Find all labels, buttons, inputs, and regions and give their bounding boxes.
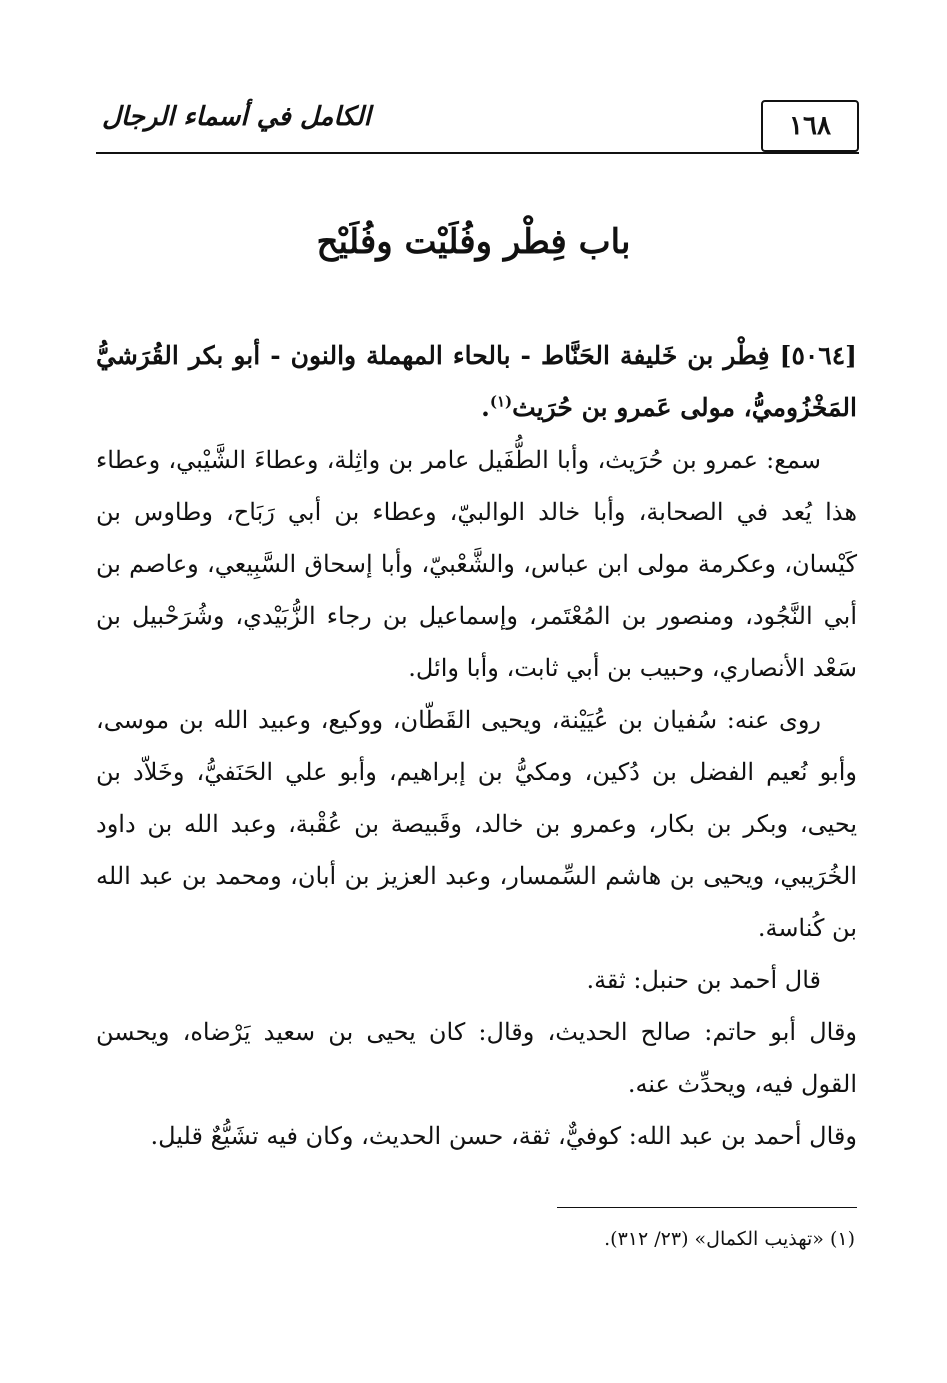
entry-heading-text: [٥٠٦٤] فِطْر بن خَليفة الحَنَّاط - بالحاء المهملة والنون - أبو بكر القُرَشيُّ المَخْزُوميُّ، مولى عَمرو بن حُرَيث [96, 341, 857, 422]
paragraph-narrators: روى عنه: سُفيان بن عُيَيْنة، ويحيى القَطّان، ووكيع، وعبيد الله بن موسى، وأبو نُعيم الفضل بن دُكين، ومكيُّ بن إبراهيم، وأبو علي الحَنَفيُّ، وخَلاّد بن يحيى، وبكر بن بكار، وعمرو بن خالد، وقَبيصة بن عُقْبة، وعبد الله بن داود الخُرَيبي، ويحيى بن هاشم السِّمسار، وعبد العزيز بن أبان، ومحمد بن عبد الله بن كُناسة. [96, 706, 858, 942]
entry-heading-end: . [481, 393, 490, 422]
paragraph-ahmad-abdullah: وقال أحمد بن عبد الله: كوفيٌّ، ثقة، حسن الحديث، وكان فيه تشَيُّعٌ قليل. [150, 1122, 857, 1150]
chapter-title: باب فِطْر وفُلَيْت وفُلَيْح [316, 222, 631, 262]
footnote-divider [557, 1207, 857, 1208]
paragraph-heard-from: سمع: عمرو بن حُرَيث، وأبا الطُّفَيل عامر بن واثِلة، وعطاءَ الشَّيْبي، وعطاء هذا يُعد في الصحابة، وأبا خالد الوالبيّ، وعطاء بن أبي رَبَاح، وطاوس بن كَيْسان، وعكرمة مولى ابن عباس، والشَّعْبيّ، وأبا إسحاق السَّبِيعي، وعاصم بن أبي النَّجُود، ومنصور بن المُعْتَمر، وإسماعيل بن رجاء الزُّبَيْدي، وشُرَحْبيل بن سَعْد الأنصاري، وحبيب بن أبي ثابت، وأبا وائل. [96, 446, 858, 682]
page-header [96, 98, 859, 154]
footnote: (١) «تهذيب الكمال» (٢٣/ ٣١٢). [604, 1228, 855, 1250]
paragraph-abu-hatim: وقال أبو حاتم: صالح الحديث، وقال: كان يحيى بن سعيد يَرْضاه، ويحسن القول فيه، ويحدِّث عنه. [96, 1018, 858, 1098]
page-number: ١٦٨ [761, 100, 859, 152]
entry-body [96, 330, 857, 1162]
running-title: الكامل في أسماء الرجال [102, 102, 371, 132]
entry-heading [96, 330, 857, 434]
paragraph-ahmad-hanbal: قال أحمد بن حنبل: ثقة. [586, 966, 821, 994]
header-rule [96, 152, 859, 154]
footnote-reference: (١) [489, 392, 513, 411]
